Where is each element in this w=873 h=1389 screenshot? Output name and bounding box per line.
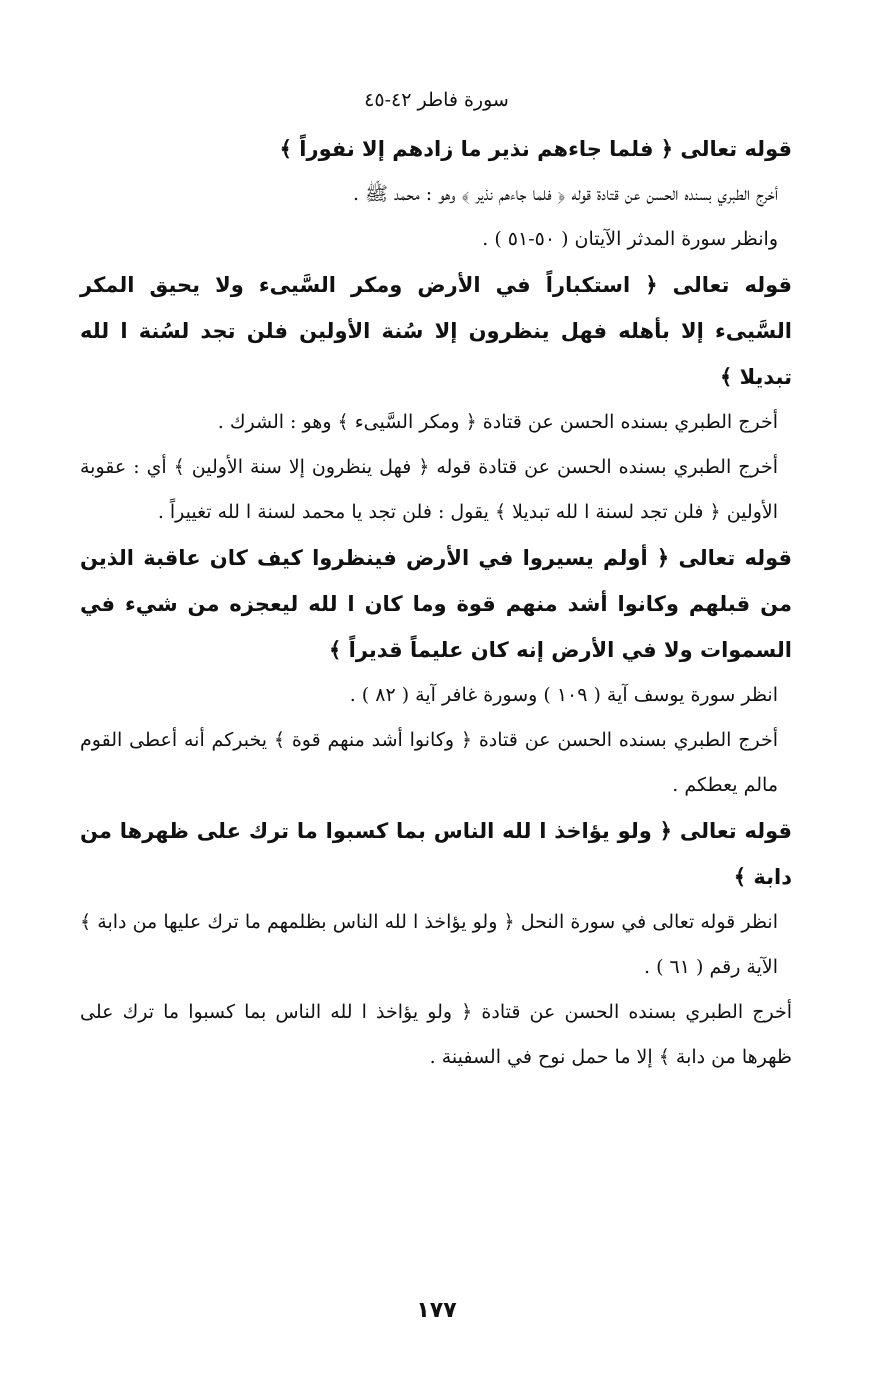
commentary-paragraph-4: أخرج الطبري بسنده الحسن عن قتادة قوله ﴿ فهل ينظرون إلا سنة الأولين ﴾ أي : عقوبة الأولين ﴿ فلن تجد لسنة ا لله تبديلا ﴾ يقول : فلن تجد يا محمد لسنة ا لله تغييراً . xyxy=(80,456,778,523)
commentary-paragraph-1: أخرج الطبري بسنده الحسن عن قتادة قوله ﴿ فلما جاءهم نذير ﴾ وهو : محمد ﷺ . xyxy=(352,183,778,205)
commentary-paragraph-5: انظر سورة يوسف آية ( ١٠٩ ) وسورة غافر آية ( ٨٢ ) . xyxy=(349,684,778,706)
verse-heading-3: قوله تعالى ﴿ أولم يسيروا في الأرض فينظروا كيف كان عاقبة الذين من قبلهم وكانوا أشد منهم قوة وما كان ا لله ليعجزه من شيء في السموات ولا في الأرض إنه كان عليماً قديراً ﴾ xyxy=(80,546,792,662)
verse-heading-1: قوله تعالى ﴿ فلما جاءهم نذير ما زادهم إلا نفوراً ﴾ xyxy=(279,137,792,161)
verse-heading-2: قوله تعالى ﴿ استكباراً في الأرض ومكر السَّيىء ولا يحيق المكر السَّيىء إلا بأهله فهل ينظرون إلا سُنة الأولين فلن تجد لسُنة ا لله تبديلا ﴾ xyxy=(80,273,792,389)
verse-heading-4: قوله تعالى ﴿ ولو يؤاخذ ا لله الناس بما كسبوا ما ترك على ظهرها من دابة ﴾ xyxy=(80,819,792,889)
page-body xyxy=(80,126,792,1080)
commentary-paragraph-7: انظر قوله تعالى في سورة النحل ﴿ ولو يؤاخذ ا لله الناس بظلمهم ما ترك عليها من دابة ﴾ الآية رقم ( ٦١ ) . xyxy=(80,911,778,978)
page-number: ١٧٧ xyxy=(416,1298,457,1323)
commentary-paragraph-6: أخرج الطبري بسنده الحسن عن قتادة ﴿ وكانوا أشد منهم قوة ﴾ يخبركم أنه أعطى القوم مالم يعطكم . xyxy=(80,729,779,796)
commentary-paragraph-3: أخرج الطبري بسنده الحسن عن قتادة ﴿ ومكر السَّيىء ﴾ وهو : الشرك . xyxy=(217,411,778,433)
running-title: سورة فاطر ٤٢-٤٥ xyxy=(364,89,509,111)
commentary-paragraph-2: وانظر سورة المدثر الآيتان ( ٥٠-٥١ ) . xyxy=(482,228,778,250)
commentary-paragraph-8: أخرج الطبري بسنده الحسن عن قتادة ﴿ ولو يؤاخذ ا لله الناس بما كسبوا ما ترك على ظهرها من دابة ﴾ إلا ما حمل نوح في السفينة . xyxy=(80,1001,792,1068)
